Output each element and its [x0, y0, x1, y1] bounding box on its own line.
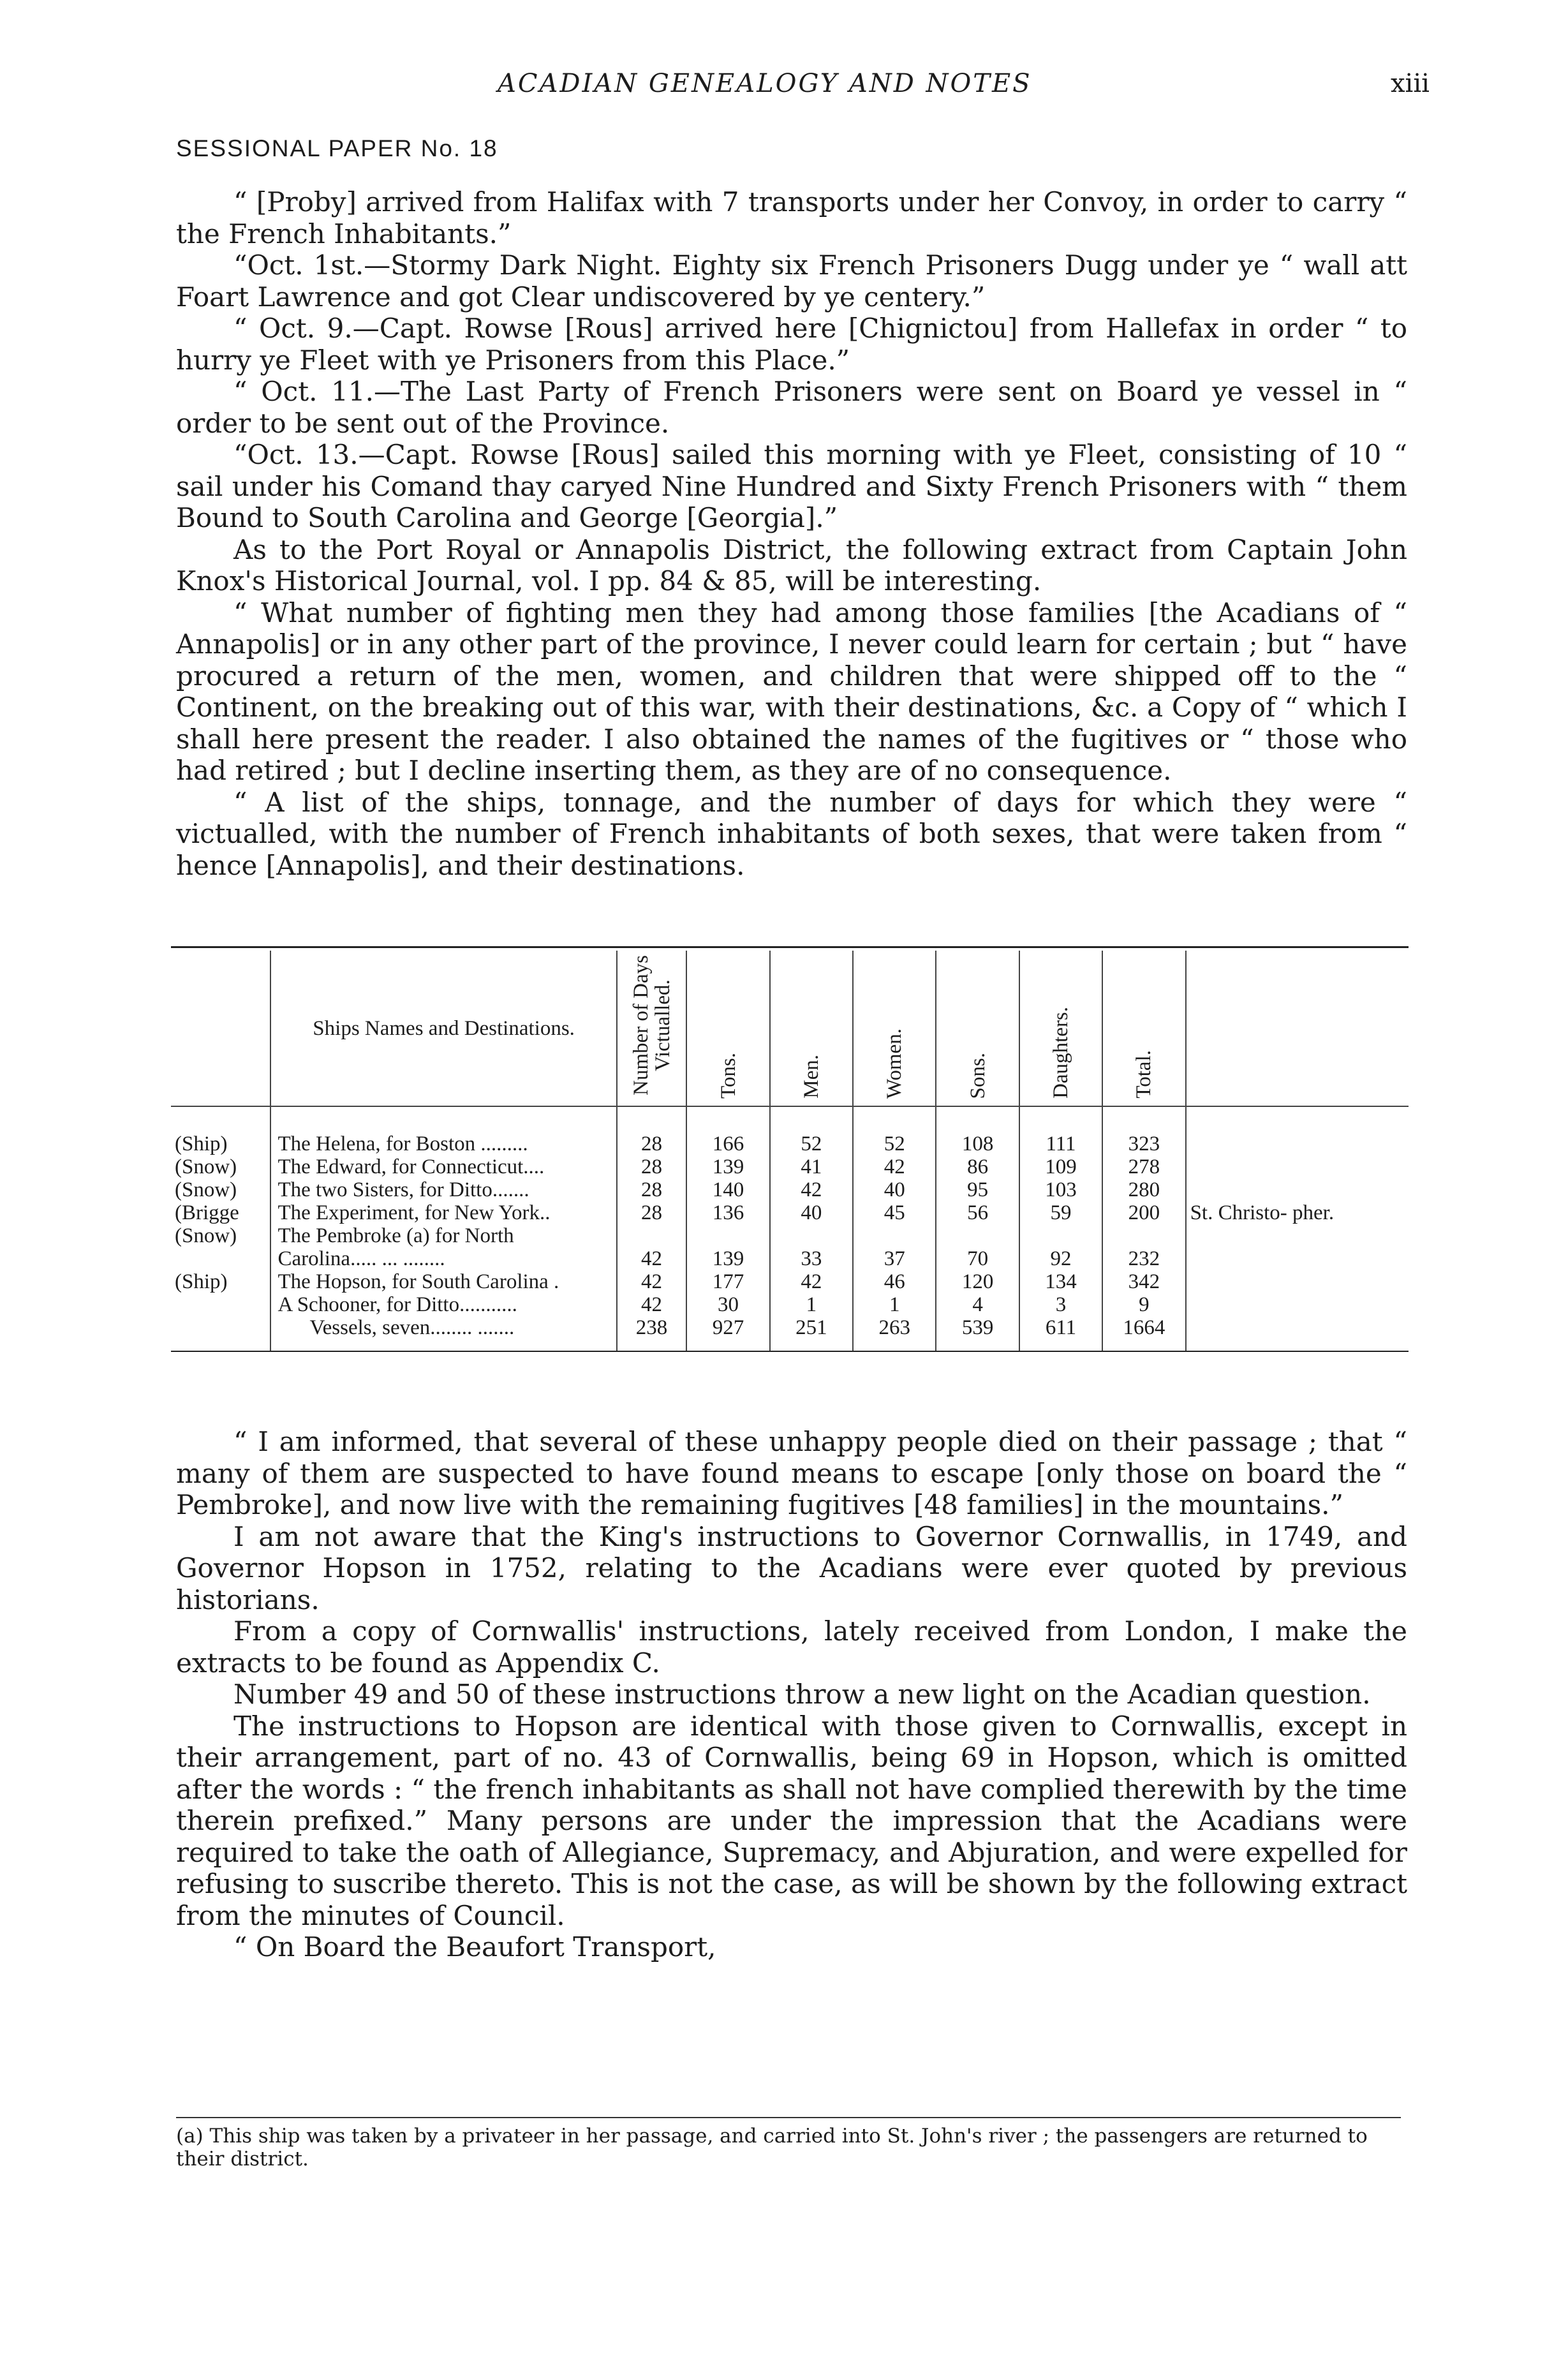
- vessel-type: (Snow): [175, 1155, 237, 1178]
- tons-value: 139: [686, 1224, 769, 1270]
- daughters-value: 103: [1019, 1178, 1102, 1201]
- paragraph: “ Oct. 9.—Capt. Rowse [Rous] arrived here [Chignictou] from Hallefax in order “ to hurry ye Fleet with ye Prisoners from this Place.”: [176, 313, 1407, 376]
- paragraph: “ I am informed, that several of these unhappy people died on their passage ; that “ many of them are suspected to have found means to escape [only those on board the “ Pembroke], and now live with the remaining fugitives [48 families] in the mountains.”: [176, 1426, 1407, 1520]
- ship-names-header: Ships Names and Destinations.: [270, 951, 616, 1106]
- daughters-value: 3: [1019, 1293, 1102, 1316]
- paragraph: I am not aware that the King's instructions to Governor Cornwallis, in 1749, and Governor Hopson in 1752, relating to the Acadians were ever quoted by previous historians.: [176, 1520, 1407, 1615]
- tons-value: 166: [686, 1132, 769, 1155]
- total-value: 1664: [1102, 1316, 1185, 1351]
- paragraph: “ Oct. 11.—The Last Party of French Prisoners were sent on Board ye vessel in “ order to be sent out of the Province.: [176, 376, 1407, 439]
- vessel-type: (Snow): [175, 1224, 237, 1247]
- tons-value: 30: [686, 1293, 769, 1316]
- ship-destination: The Hopson, for South Carolina .: [270, 1270, 616, 1293]
- daughters-header: [1019, 951, 1102, 1106]
- ship-destination: The two Sisters, for Ditto.......: [270, 1178, 616, 1201]
- days-value: 28: [617, 1178, 687, 1201]
- tons-value: 177: [686, 1270, 769, 1293]
- table-header-row: [171, 951, 1409, 1106]
- daughters-value: 59: [1019, 1201, 1102, 1224]
- sons-value: 95: [936, 1178, 1019, 1201]
- note-header: [1186, 951, 1409, 1106]
- women-value: 263: [853, 1316, 936, 1351]
- total-value: 200: [1102, 1201, 1185, 1224]
- total-value: 342: [1102, 1270, 1185, 1293]
- body-text-bottom: [176, 1426, 1407, 1963]
- days-value: 42: [617, 1224, 687, 1270]
- sons-value: 4: [936, 1293, 1019, 1316]
- sons-value: 86: [936, 1155, 1019, 1178]
- daughters-value: 111: [1019, 1132, 1102, 1155]
- women-value: 45: [853, 1201, 936, 1224]
- men-value: 52: [770, 1132, 853, 1155]
- men-header: [770, 951, 853, 1106]
- side-note: St. Christo- pher.: [1190, 1201, 1335, 1224]
- women-header: [853, 951, 936, 1106]
- days-value: 238: [617, 1316, 687, 1351]
- vessel-type: (Ship): [175, 1132, 228, 1155]
- ship-destination: The Edward, for Connecticut....: [270, 1155, 616, 1178]
- body-text-top: [176, 186, 1407, 881]
- tons-value: 927: [686, 1316, 769, 1351]
- paragraph: “ A list of the ships, tonnage, and the number of days for which they were “ victualled, with the number of French inhabitants of both sexes, that were taken from “ hence [Annapolis], and their destinations.: [176, 786, 1407, 881]
- men-value: 251: [770, 1316, 853, 1351]
- running-head: ACADIAN GENEALOGY AND NOTES: [498, 69, 1032, 98]
- vessel-type: (Ship): [175, 1270, 228, 1293]
- daughters-value: 134: [1019, 1270, 1102, 1293]
- ship-destination: Vessels, seven........ .......: [270, 1316, 616, 1351]
- table-row: [171, 1132, 1409, 1155]
- women-value: 52: [853, 1132, 936, 1155]
- daughters-value: 611: [1019, 1316, 1102, 1351]
- tons-value: 140: [686, 1178, 769, 1201]
- table-bottom-rule: [171, 1351, 1409, 1352]
- table-top-rule: [171, 946, 1409, 948]
- ship-destination: The Experiment, for New York..: [270, 1201, 616, 1224]
- men-header-text: Men.: [799, 1055, 823, 1099]
- tons-header-text: Tons.: [716, 1053, 740, 1099]
- women-value: 40: [853, 1178, 936, 1201]
- total-value: 278: [1102, 1155, 1185, 1178]
- sessional-paper-label: SESSIONAL PAPER No. 18: [176, 135, 498, 161]
- side-note-cell: [1186, 1132, 1409, 1351]
- ship-destination: The Pembroke (a) for North Carolina..... ... ........: [270, 1224, 616, 1270]
- total-value: 232: [1102, 1224, 1185, 1270]
- women-value: 42: [853, 1155, 936, 1178]
- ship-destination: A Schooner, for Ditto...........: [270, 1293, 616, 1316]
- sons-header: [936, 951, 1019, 1106]
- paragraph: “ On Board the Beaufort Transport,: [233, 1931, 716, 1963]
- footnote: (a) This ship was taken by a privateer in her passage, and carried into St. John's river ; the passengers are returned to their district.: [176, 2117, 1401, 2171]
- sons-value: 70: [936, 1224, 1019, 1270]
- paragraph: “Oct. 1st.—Stormy Dark Night. Eighty six French Prisoners Dugg under ye “ wall att Foart Lawrence and got Clear undiscovered by ye centery.”: [176, 249, 1407, 313]
- daughters-header-text: Daughters.: [1049, 1007, 1072, 1099]
- vessel-type: [171, 1293, 270, 1316]
- days-value: 28: [617, 1201, 687, 1224]
- days-header-text: Number of Days Victualled.: [629, 955, 674, 1095]
- paragraph: The instructions to Hopson are identical with those given to Cornwallis, except in their arrangement, part of no. 43 of Cornwallis, being 69 in Hopson, which is omitted after the words : “ the french inhabitants as shall not have complied therewith by the time therein prefixed.” Many persons are under the impression that the Acadians were required to take the oath of Allegiance, Supremacy, and Abjuration, and were expelled for refusing to suscribe thereto. This is not the case, as will be shown by the following extract from the minutes of Council.: [176, 1710, 1407, 1931]
- paragraph: “ What number of fighting men they had among those families [the Acadians of “ Annapolis] or in any other part of the province, I never could learn for certain ; but “ have procured a return of the men, women, and children that were shipped off to the “ Continent, on the breaking out of this war, with their destinations, &c. a Copy of “ which I shall here present the reader. I also obtained the names of the fugitives or “ those who had retired ; but I decline inserting them, as they are of no consequence.: [176, 597, 1407, 786]
- type-header: [171, 951, 270, 1106]
- vessel-type: [171, 1316, 270, 1351]
- sons-value: 108: [936, 1132, 1019, 1155]
- days-value: 28: [617, 1155, 687, 1178]
- ships-table-container: [171, 946, 1409, 1352]
- men-value: 41: [770, 1155, 853, 1178]
- vessel-type: (Snow): [175, 1178, 237, 1201]
- total-value: 323: [1102, 1132, 1185, 1155]
- daughters-value: 109: [1019, 1155, 1102, 1178]
- paragraph: “ [Proby] arrived from Halifax with 7 transports under her Convoy, in order to carry “ the French Inhabitants.”: [176, 186, 1407, 249]
- ship-destination: The Helena, for Boston .........: [270, 1132, 616, 1155]
- paragraph: As to the Port Royal or Annapolis District, the following extract from Captain John Knox's Historical Journal, vol. I pp. 84 & 85, will be interesting.: [176, 533, 1407, 597]
- men-value: 40: [770, 1201, 853, 1224]
- men-value: 42: [770, 1270, 853, 1293]
- sons-value: 56: [936, 1201, 1019, 1224]
- men-value: 1: [770, 1293, 853, 1316]
- women-value: 46: [853, 1270, 936, 1293]
- days-value: 28: [617, 1132, 687, 1155]
- paragraph: Number 49 and 50 of these instructions throw a new light on the Acadian question.: [233, 1679, 1371, 1710]
- women-value: 37: [853, 1224, 936, 1270]
- days-value: 42: [617, 1270, 687, 1293]
- table-spacer-row: [171, 1106, 1409, 1132]
- tons-value: 139: [686, 1155, 769, 1178]
- total-value: 280: [1102, 1178, 1185, 1201]
- total-value: 9: [1102, 1293, 1185, 1316]
- men-value: 42: [770, 1178, 853, 1201]
- days-value: 42: [617, 1293, 687, 1316]
- sons-value: 120: [936, 1270, 1019, 1293]
- sons-value: 539: [936, 1316, 1019, 1351]
- men-value: 33: [770, 1224, 853, 1270]
- women-header-text: Women.: [883, 1028, 906, 1099]
- paragraph: “Oct. 13.—Capt. Rowse [Rous] sailed this morning with ye Fleet, consisting of 10 “ sail under his Comand thay caryed Nine Hundred and Sixty French Prisoners with “ them Bound to South Carolina and George [Georgia].”: [176, 439, 1407, 533]
- total-header-text: Total.: [1132, 1050, 1156, 1099]
- vessel-type: (Brigge: [175, 1201, 239, 1224]
- women-value: 1: [853, 1293, 936, 1316]
- tons-value: 136: [686, 1201, 769, 1224]
- daughters-value: 92: [1019, 1224, 1102, 1270]
- paragraph: From a copy of Cornwallis' instructions, lately received from London, I make the extracts to be found as Appendix C.: [176, 1615, 1407, 1679]
- ships-table: [171, 951, 1409, 1351]
- sons-header-text: Sons.: [966, 1052, 989, 1099]
- days-header: [617, 951, 687, 1106]
- tons-header: [686, 951, 769, 1106]
- page-number: xiii: [1391, 69, 1430, 98]
- total-header: [1102, 951, 1185, 1106]
